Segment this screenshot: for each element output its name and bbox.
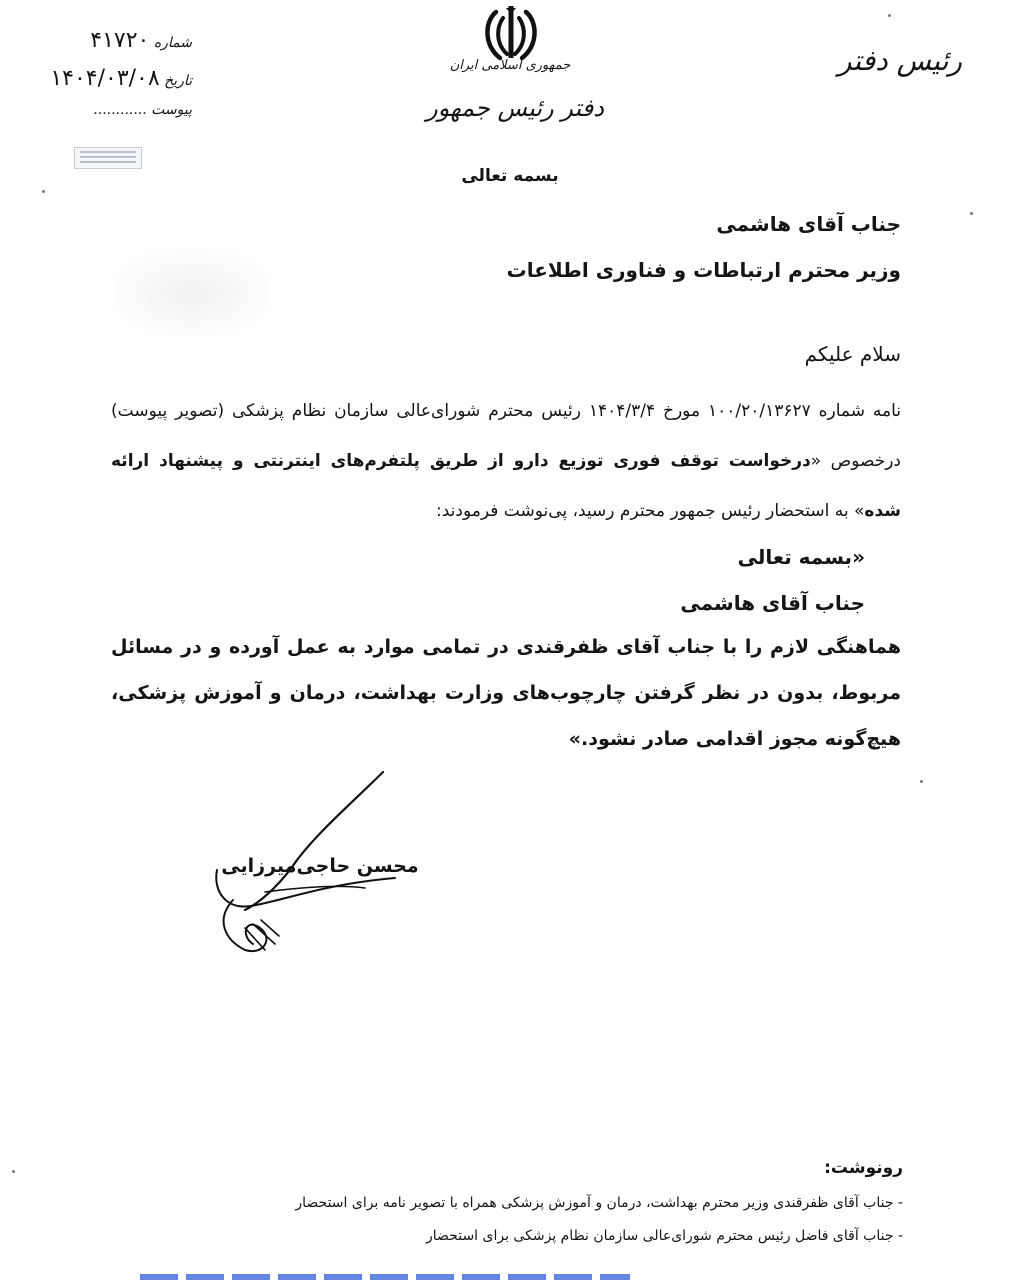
letter-date-label: تاریخ <box>164 73 192 89</box>
letter-body-subject: درخواست توقف فوری توزیع دارو از طریق پلتفرم‌های اینترنتی و پیشنهاد ارائه شده <box>111 451 901 521</box>
signer-name: محسن حاجی‌میرزایی <box>221 855 419 877</box>
cc-item: - جناب آقای ظفرقندی وزیر محترم بهداشت، درمان و آموزش پزشکی همراه با تصویر نامه برای استحضار <box>295 1195 903 1211</box>
letter-number-value: ۴۱۷۲۰ <box>90 28 150 53</box>
registry-stamp <box>74 147 142 169</box>
bottom-print-bar <box>140 1274 630 1280</box>
greeting: سلام علیکم <box>804 342 901 366</box>
letter-date <box>32 66 192 91</box>
cc-title: رونوشت: <box>824 1158 903 1178</box>
issuer-office: دفتر رئیس جمهور <box>426 94 604 122</box>
quote-salutation: جناب آقای هاشمی <box>680 591 865 615</box>
letter-body <box>111 386 901 536</box>
erased-area <box>112 248 272 338</box>
letter-attachment <box>32 102 192 118</box>
iran-emblem-icon <box>476 4 546 64</box>
handwritten-note: رئیس دفتر <box>837 44 963 77</box>
scan-speck <box>12 1170 15 1173</box>
quote-text: هماهنگی لازم را با جناب آقای ظفرقندی در تمامی موارد به عمل آورده و در مسائل مربوط، بدون در نظر گرفتن چارچوب‌های وزارت بهداشت، درمان و آموزش پزشکی، هیچ‌گونه مجوز اقدامی صادر نشود.» <box>111 636 901 750</box>
issuer-country: جمهوری اسلامی ایران <box>449 58 571 73</box>
letter-attachment-value: ............ <box>93 102 147 118</box>
letter-date-value: ۱۴۰۴/۰۳/۰۸ <box>50 66 160 91</box>
quote-invocation: «بسمه تعالی <box>737 545 865 569</box>
addressee-name: جناب آقای هاشمی <box>716 212 901 236</box>
scan-speck <box>888 14 891 17</box>
scan-speck <box>920 780 923 783</box>
letter-number <box>32 28 192 53</box>
letter-attachment-label: پیوست <box>151 102 192 118</box>
cc-item: - جناب آقای فاضل رئیس محترم شورای‌عالی سازمان نظام پزشکی برای استحضار <box>426 1228 903 1244</box>
invocation: بسمه تعالی <box>461 166 559 186</box>
scan-speck <box>970 212 973 215</box>
letter-body-closing: » به استحضار رئیس جمهور محترم رسید، پی‌نوشت فرمودند: <box>436 501 865 521</box>
scan-speck <box>42 190 45 193</box>
letter-number-label: شماره <box>153 35 192 51</box>
letter-body-intro: نامه شماره ۱۰۰/۲۰/۱۳۶۲۷ مورخ ۱۴۰۴/۳/۴ رئیس محترم شورای‌عالی سازمان نظام پزشکی (تصویر پیوست) درخصوص « <box>111 401 902 471</box>
addressee-title: وزیر محترم ارتباطات و فناوری اطلاعات <box>506 258 901 282</box>
